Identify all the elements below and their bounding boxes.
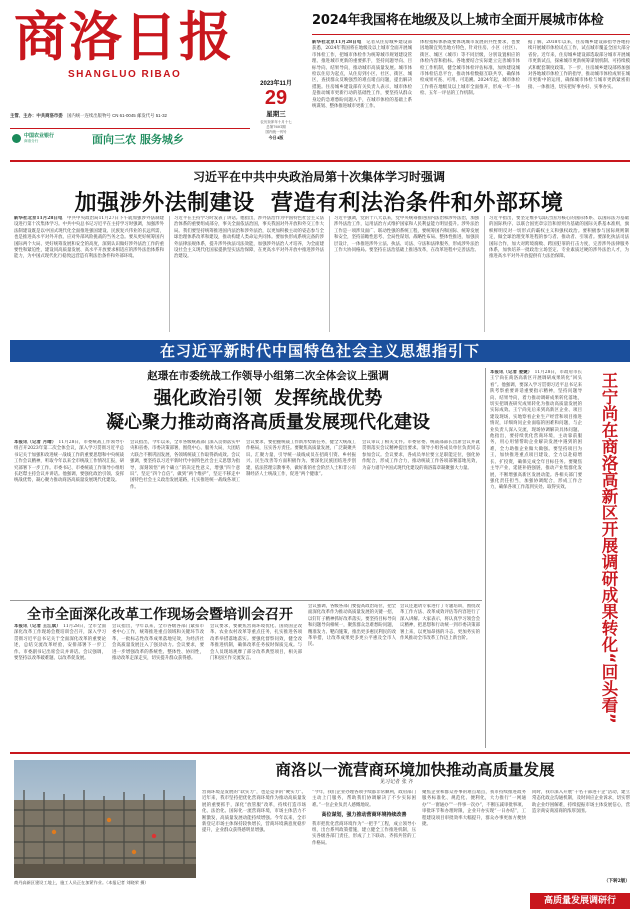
unity-byline: 本报讯（记者 月晴） [14,440,55,445]
unity-column-1: 本报讯（记者 月晴） 11月28日，市委统战工作领导小组召开2023年第二次全体会议，深入学习贯彻习近平总书记关于加强和改进统一战线工作的重要思想和中央统战工作会议精神，听取今年以来全市统战工作情况汇报，研究部署下一步工作。市委书记、市委统战工作领导小组组长赵璟主持会议并讲话。他强调，要强化政治引领、发挥统战优势，凝心聚力推动商洛高质量发展现代化建设。 [14,440,124,484]
training-column-4: 会议强调，各级各部门要提高政治站位，把全面深化改革作为推动高质量发展的关键一招，以钉钉子精神抓好改革落实。要坚持目标导向和问题导向相统一，聚焦群众急难愁盼问题，精准发力、靶向施策，推出更多惠民利民的改革举措，让改革成果更多更公平惠及全市人民。 [308,604,396,648]
bank-name: 中国农业银行 [24,133,55,139]
training-column-2: 会议指出，今年以来，全市各级各部门紧扣市委中心工作，统筹推进重点领域和关键环节改革，一批标志性改革成果落地见效，为经济社会高质量发展注入了强劲动力。会议要求，要进一步增强改革的系统性、整体性、协同性，推动改革走深走实，切实提升群众获得感。 [112,624,204,662]
business-column-1: 营商环境是发展的“软实力”，也是竞争的“硬实力”。近年来，我市坚持把优化营商环境作为推动高质量发展的重要抓手，深化“放管服”改革，持续打造市场化、法治化、国际化一流营商环境，市场主体活力不断激发，高质量发展动能持续增强。今年以来，全市新登记市场主体保持较快增长，营商环境满意度稳步提升，企业群众获得感明显增强。 [202,790,306,834]
lead-column-4: 习近平指出，要坚定维护以联合国为核心的国际体系、以国际法为基础的国际秩序、以联合国宪章宗旨和原则为基础的国际关系基本准则，旗帜鲜明反对一切形式的霸权主义和强权政治。要积极参与国际规则制定，做全球治理变革进程的参与者、推动者、引领者。要深化执法司法国际合作，加大对跨境腐败、跨国犯罪的打击力度，完善涉外法律服务体系，加快培养一批政治立场坚定、专业素质过硬的涉外法治人才，为推进高水平对外开放提供有力法治保障。 [489,216,629,260]
bank-slogan: 面向三农 服务城乡 [92,133,184,146]
lead-headline: 加强涉外法制建设 营造有利法治条件和外部环境 [74,191,564,216]
bank-sub: 商洛分行 [24,139,39,143]
lead-column-2: 习近平在主持学习时发表了讲话。他指出，涉外法治作为中国特色社会主义法治体系的重要组成部分，事关全面依法治国，事关我国对外开放和外交工作大局。我们要坚持统筹推进国内法治和涉外法治，以更加积极主动的姿态参与全球治理体系改革和建设，推动构建人类命运共同体。要加快形成系统完备的涉外法律法规体系，提升涉外执法司法效能，加强涉外法治人才培养，为全面建设社会主义现代化国家提供坚实法治保障，在更高水平对外开放中推进涉外法治建设。 [174,216,324,260]
business-byline: 见习记者 张 齐 [380,779,414,785]
top-story [312,10,630,160]
side-story-byline: 本报讯（记者 姜婕） [490,370,531,375]
unity-headline-2: 凝心聚力推动商洛高质量发展现代化建设 [106,412,430,433]
masthead-pinyin: SHANGLUO RIBAO [68,69,182,80]
date-year-month: 2023年11月 [260,81,292,87]
training-column-5: 会议还邀请专家进行了专题培训，围绕改革工作方法、改革成效评估等内容进行了深入讲解。大家表示，将认真学习领会会议精神，把思想和行动统一到市委决策部署上来，以更加昂扬的斗志、更加务实的作风推动全市改革工作迈上新台阶。 [400,604,480,642]
series-tag: 高质量发展调研行 [530,893,630,909]
masthead-info-line [10,113,250,119]
training-column-3: 会议要求，要聚焦营商环境优化、国资国企改革、农业农村改革等重点任务，扎实推进各项改革举措落地落实。要强化督察问效，健全改革推进机制，确保改革任务按时保质完成。与会人员现场观摩了部分改革典型项目，相关部门和县区作交流发言。 [210,624,302,662]
continued-note: （下转2版） [603,879,630,884]
cn-number: 国内统一连续出版物号 CN 61-0045 邮发代号 51-32 [66,113,167,118]
business-subhead: 高位谋划，强力推动营商环境持续改善 [321,812,407,819]
lead-kicker: 习近平在中共中央政治局第十次集体学习时强调 [192,170,445,184]
unity-column-2: 会议指出，今年以来，全市各级统战部门深入贯彻落实中央和省委、市委决策部署，围绕中心、服务大局，大团结大联合不断巩固发展，各领域统战工作取得新成效。会议强调，要坚持以习近平新时代中国特色社会主义思想为指导，深刻领悟“两个确立”的决定性意义，增强“四个意识”、坚定“四个自信”、做到“两个维护”，坚定不移走中国特色社会主义政治发展道路，扎实推进统一战线各项工作。 [130,440,240,490]
bank-ad [10,128,250,146]
training-byline: 本报讯（记者 王江斌） [14,624,59,629]
lead-dateline: 新华社北京11月28日电 [14,216,63,221]
training-column-1: 本报讯（记者 王江斌） 11月28日，全市全面深化改革工作现场会暨培训会召开，深入学习贯彻习近平总书记关于全面深化改革的重要论述，总结交流改革经验，安排部署下一步工作。市委副书记出席会议并讲话。会议强调，要坚持以改革破难题、以改革促发展。 [14,624,106,662]
business-headline: 商洛以一流营商环境加快推动高质量发展 [275,761,555,779]
lead-column-1: 新华社北京11月28日电 中共中央政治局11月27日下午就加强涉外法制建设进行第十次集体学习。中共中央总书记习近平在主持学习时强调，加强涉外法制建设既是以中国式现代化全面推进强国建设、民族复兴伟业的长远所需，也是推进高水平对外开放、应对外部风险挑战的当务之急。要从更好统筹国内国际两个大局、更好统筹发展和安全的高度，深刻认识做好涉外法治工作的重要性和紧迫性，建设同高质量发展、高水平开放要求相适应的涉外法治体系和能力，为中国式现代化行稳致远营造有利法治条件和外部环境。 [14,216,164,260]
side-story-body: 本报讯（记者 姜婕） 11月28日，市政府市长王宁尚在商洛高新区开展调研成果转化“回头看”。他强调，要深入学习贯彻习近平总书记来陕考察重要讲话重要指示精神，坚持问题导向、结果导向，着力推动调研成果转化落地，切实把调查研究成果转化为推动高质量发展的实际成效。王宁尚先后来到高新区企业、项目建设现场，实地察看企业生产经营和项目推进情况，详细询问企业面临的困难和问题，与企业负责人深入交流，现场协调解决具体问题。他指出，要持续优化营商环境，主动靠前服务，用心用情帮助企业解决发展中遇到的困难，全力助推企业做大做强。要坚持项目为王，加快推进重点项目建设，全力以赴稳增长、扩投资，确保完成全年目标任务。要聚焦主导产业，延链补链强链，推动产业集群化发展，不断增强高新区发展动能。各相关部门要强化责任担当，加强协调配合，形成工作合力，确保各项工作落到实处、取得实效。 [490,370,582,491]
lunar-line-3: 国内统一刊号 [265,130,287,134]
photo-caption: 商丹高新区建设工地上，施工人员正在加紧作业。（本报记者 刘晓荣 摄） [14,880,149,885]
date-block [250,78,302,141]
top-story-column-3: 据了解，2018年以来，住房城乡建设部指导各地持续开展城市体检试点工作，试点城市覆盖全国大部分省份。近年来，住房城乡建设部选取部分城市开展城市更新试点，探索城市更新统筹谋划机制、可持续模式和配套制度政策。下一步，住房城乡建设部将加强对各地城市体检工作的指导，推动城市体检成果在城市更新中的运用，确保城市体检与城市更新紧密衔接、一体推进，切实把好事办好、实事办实。 [528,40,630,90]
training-headline: 全市全面深化改革工作现场会暨培训会召开 [27,607,293,623]
date-day: 29 [264,87,288,109]
banner-label: 在习近平新时代中国特色社会主义思想指引下 [159,342,480,360]
construction-scene-icon [14,760,196,878]
masthead-title: 商洛日报 [14,6,234,68]
construction-photo [14,760,196,878]
top-story-dateline: 新华社北京11月28日电 [312,40,362,45]
top-story-column-1: 新华社北京11月28日电 记者从住房城乡建设部获悉，2024年我国将在地级及以上城市全面开展城市体检工作，把城市体检作为统筹城市规划建设管理、推进城市更新的重要抓手，坚持问题导向、目标导向、结果导向，推动城市高质量发展。城市体检以住房为起点，从住房到小区、社区、街区、城区，查找群众反映强烈的难点堵点问题，提出解决措施。住房城乡建设部有关负责人表示，城市体检是推动城市更新行动的基础性工作，要坚持从群众身边的急难愁盼问题入手，在城市体检的基础上系统谋划、整体推进城市更新工作。 [312,40,412,110]
business-column-3: 聚焦企业和群众办事的难点堵点，我市持续推进政务服务标准化、规范化、便利化，大力推行“一网通办”“一窗通办”“一件事一次办”，不断压减审批事项、审批环节和办理时限，企业开办实现“一日办结”，工程建设项目审批效率大幅提升，群众办事更加方便快捷。 [422,790,526,828]
lunar-line-4: 今日4版 [268,135,284,140]
business-column-4: 同时，我市深入开展“千名干部进千企”活动，建立常态化政企沟通机制，及时回应企业诉求，切实帮助企业纾困解难，持续提振市场主体发展信心，营造亲商安商富商的浓厚氛围。 [532,790,630,815]
lunar-line-2: 总第7601期 [266,125,286,129]
unity-column-4: 会议审议了相关文件。市委常委、统战部部长出席会议并就贯彻落实会议精神提出要求。领导小组各成员单位负责同志参加会议。会议要求，各成员单位要立足职能定位，强化协作配合，形成工作合力，推动统战工作各项部署落地见效，为奋力谱写中国式现代化建设的商洛篇章凝聚强大力量。 [362,440,480,471]
lead-column-3: 习近平强调，党的十八大以来，党中央统筹推进国内法治和涉外法治，加强涉外法治工作，运用法治方式维护国家和人民利益能力明显提升。涉外法治工作是一项涉及面广、联动性强的系统工程，要统筹国内和国际、统筹发展和安全，坚持前瞻性思考、全局性谋划、战略性布局、整体性推进，加强顶层设计，一体推进涉外立法、执法、司法、守法和法律服务，形成涉外法治工作大协同格局。要坚持在法治基础上推进改革，在改革进程中完善法治。 [334,216,479,254]
top-story-headline: 2024年我国将在地级及以上城市全面开展城市体检 [312,13,604,28]
unity-headline-1: 强化政治引领 发挥统战优势 [153,388,383,409]
sponsor: 主管、主办：中共商洛市委 [10,113,63,118]
bank-logo-icon [12,134,21,143]
unity-column-3: 会议要求，要把握统战工作新形势新任务，健全大统战工作格局，压实各方责任。要聚焦高质量发展，广泛凝聚共识、汇聚力量，引导统一战线成员在招商引资、乡村振兴、民生改善等方面积极作为。要深化民族团结进步创建，依法管理宗教事务，做好新的社会阶层人士和非公有制经济人士统战工作，促进“两个健康”。 [246,440,356,478]
top-story-column-2: 体检指标体系既要体现城市发展的共性要求，也要因地制宜突出地方特色，针对住房、小区（社区）、街区、城区（城市）等不同层级，分别设置相应的体检内容和指标。各地要结合实际建立完善城市体检工作机制，健全城市体检评估标准，加快建设城市体检信息平台，推动体检数据互联共享，确保体检成果可查、可用、可追溯。2024年起，城市体检工作将在地级及以上城市全面推开，形成一年一体检、五年一评估的工作机制。 [420,40,520,97]
weekday: 星期三 [266,110,286,118]
lunar-line-1: 农历癸卯年十月十七 [260,120,292,124]
banner [10,340,630,362]
business-column-2: “今年，我们企业办理各项手续都非常顺利，政府部门主动上门服务，帮助我们协调解决了不少实际困难。”一位企业负责人感慨地说。 高位谋划，强力推动营商环境持续改善 我市把优化营商环境作为“一把手”工程，成立领导小组，出台系列政策措施，建立健全工作推进机制，压实各级各部门责任，形成了上下联动、齐抓共管的工作格局。 [312,790,416,846]
side-story-headline: 王宁尚在商洛高新区开展调研成果转化“回头看” [599,372,618,724]
unity-kicker: 赵璟在市委统战工作领导小组第二次全体会议上强调 [147,370,389,382]
